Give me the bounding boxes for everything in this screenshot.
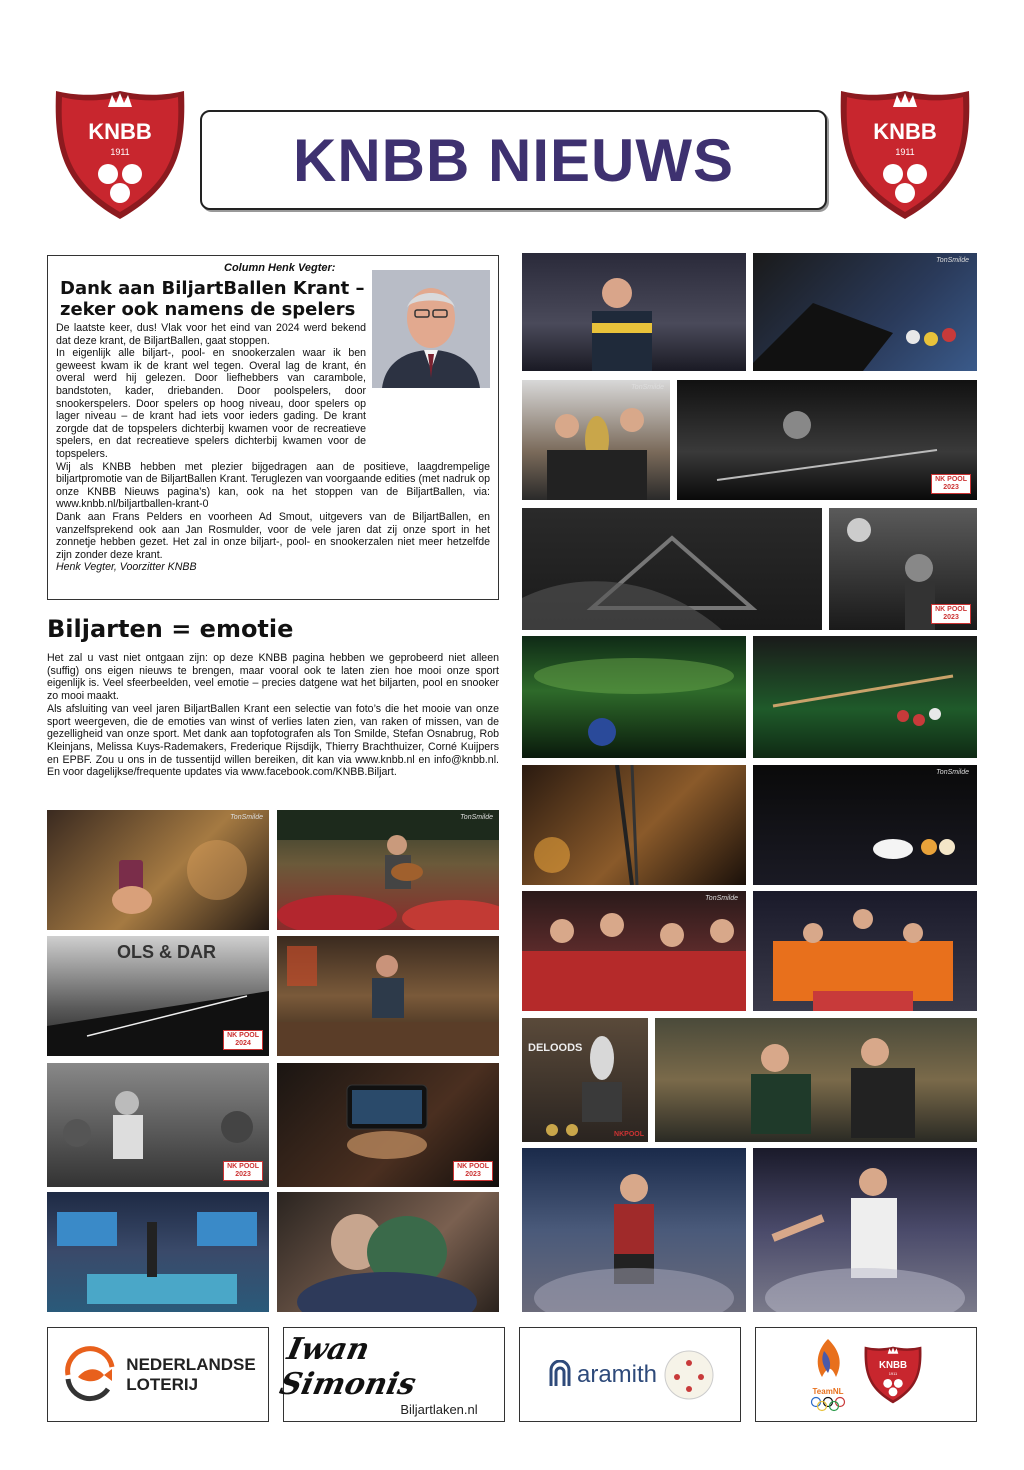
photo-cues-bokeh <box>522 765 746 885</box>
bar-sign: OLS & DAR <box>117 942 216 962</box>
nk-pool-badge: NK POOL 2023 <box>931 474 971 494</box>
photo-guitar-player <box>277 810 499 930</box>
simonis-script: Iwan Simonis <box>276 1332 419 1402</box>
photo-player-bar <box>277 936 499 1056</box>
column-paragraph: In eigenlijk alle biljart-, pool- en snookerzalen waar ik ben geweest kwam ik de krant wel tegen. Overal lag de krant, én overal werd hij gelezen. Door liefhebbers van carambole, bandstoten, kader, driebanden. Door poolspelers, door snookerspelers. Door spelers op hoog niveau, door spelers op lager niveau – de krant had iets voor ieders gading. De krant zorgde dat de topspelers dichterbij kwamen voor de recreatieve spelers, en dat recreatieve spelers dichterbij kwamen voor de topspelers. <box>56 347 366 460</box>
cue-ball-icon <box>663 1349 715 1401</box>
photo-rack-bw <box>522 508 822 630</box>
column-box <box>47 255 499 600</box>
nkpool-caption: NKPOOL <box>614 1131 644 1138</box>
nk-pool-badge: NK POOL 2023 <box>223 1161 263 1181</box>
column-kicker: Column Henk Vegter: <box>224 262 336 274</box>
article-paragraph: Het zal u vast niet ontgaan zijn: op deze KNBB pagina hebben we geprobeerd niet alleen (suffig) ons eigen nieuws te brengen, maar vooral ook te laten zien hoe mooi onze sport eigenlijk is. Veel sfeerbeelden, veel emotie – precies datgene wat het biljarten, pool en snooker zo mooi maakt. <box>47 652 499 703</box>
article-paragraph: Als afsluiting van veel jaren BiljartBallen Krant een selectie van foto’s die het mooie van onze sport weergeven, die de emoties van winst of verlies laten zien, van raken of missen, van de gezelligheid van onze sport. Met dank aan topfotografen als Ton Smilde, Stefan Osnabrug, Rob Kleinjans, Melissa Kuys-Rademakers, Frederique Rijsdijk, Thierry Brachthuizer, Corné Kuijpers en EPBF. Zou u ons in de tussentijd willen bereiken, dit kan via www.knbb.nl en info@knbb.nl. En voor dagelijkse/frequente updates via www.facebook.com/KNBB.Biljart. <box>47 702 499 779</box>
column-signature: Henk Vegter, Voorzitter KNBB <box>56 561 197 574</box>
svg-text:1911: 1911 <box>888 1370 898 1376</box>
column-paragraph: De laatste keer, dus! Vlak voor het eind van 2024 werd bekend dat deze krant, de BiljartBallen, gaat stoppen. <box>56 322 366 347</box>
sponsor-nederlandse-loterij[interactable] <box>47 1327 269 1422</box>
photo-trophy-winners <box>522 380 670 500</box>
article-title: Biljarten = emotie <box>47 615 294 643</box>
photo-phone-screen <box>277 1063 499 1187</box>
photo-player-bw <box>677 380 977 500</box>
teamnl-flame-icon <box>808 1337 848 1387</box>
simonis-url: Biljartlaken.nl <box>400 1402 478 1417</box>
nk-pool-badge: NK POOL 2023 <box>931 604 971 624</box>
svg-text:1911: 1911 <box>895 147 915 157</box>
venue-sign: DELOODS <box>528 1042 583 1054</box>
photo-applause-bw <box>47 1063 269 1187</box>
svg-text:KNBB: KNBB <box>88 119 152 144</box>
photo-player-shout <box>522 253 746 371</box>
photo-high-five <box>753 1148 977 1312</box>
loterij-line1: NEDERLANDSE <box>126 1354 256 1374</box>
photo-arena-stage <box>47 1192 269 1312</box>
article-body <box>47 652 499 779</box>
loterij-fish-icon <box>60 1345 120 1405</box>
masthead <box>200 110 827 210</box>
olympic-rings-icon <box>809 1396 847 1412</box>
knbb-logo-left <box>50 85 190 225</box>
aramith-logo-icon <box>545 1360 575 1390</box>
photo-pool-bar-bw <box>47 936 269 1056</box>
photo-snooker-cue <box>753 636 977 758</box>
nk-pool-badge: NK POOL 2023 <box>453 1161 493 1181</box>
aramith-text: aramith <box>576 1360 658 1388</box>
photo-credit: TonSmilde <box>631 384 664 391</box>
column-paragraph: Dank aan Frans Pelders en voorheen Ad Smout, uitgevers van de BiljartBallen, en vanzelfsprekend ook aan Jan Rosmulder, voor de vele jaren dat zij onze sport in het zonnetje hebben gezet. Het zal in onze biljart-, pool- en snookerzalen niet meer hetzelfde zijn zonder deze krant. <box>56 510 490 561</box>
nk-pool-badge: NK POOL 2024 <box>223 1030 263 1050</box>
photo-trophy-medals <box>522 1018 648 1142</box>
photo-congratulations <box>655 1018 977 1142</box>
photo-player-smoke <box>522 1148 746 1312</box>
masthead-title: KNBB NIEUWS <box>293 126 734 194</box>
photo-embrace <box>277 1192 499 1312</box>
loterij-line2: LOTERIJ <box>126 1374 199 1394</box>
knbb-logo-right <box>835 85 975 225</box>
sponsor-simonis[interactable] <box>276 1327 505 1422</box>
photo-snooker-ball <box>522 636 746 758</box>
svg-text:1911: 1911 <box>110 147 130 157</box>
photo-phone-filming <box>47 810 269 930</box>
photo-orange-team <box>753 891 977 1011</box>
photo-credit: TonSmilde <box>460 814 493 821</box>
photo-credit: TonSmilde <box>936 769 969 776</box>
column-title: Dank aan BiljartBallen Krant – zeker ook namens de spelers <box>60 278 365 320</box>
photo-shoe-table <box>753 253 977 371</box>
svg-text:KNBB: KNBB <box>878 1359 908 1371</box>
photo-supporters <box>522 891 746 1011</box>
teamnl-label: TeamNL <box>812 1387 844 1396</box>
column-paragraph: Wij als KNBB hebben met plezier bijgedragen aan de positieve, laagdrempelige biljartpromotie van de BiljartBallen Krant. Teruglezen van voorgaande edities (met nadruk op onze KNBB Nieuws pagina’s) kan, ook na het stoppen van de BiljartBallen, via: www.knbb.nl/biljartballen-krant-0 <box>56 460 490 511</box>
svg-text:KNBB: KNBB <box>873 119 937 144</box>
photo-credit: TonSmilde <box>936 257 969 264</box>
photo-credit: TonSmilde <box>705 895 738 902</box>
photo-referee-gloves <box>753 765 977 885</box>
portrait-photo <box>372 270 490 388</box>
photo-clock-bw <box>829 508 977 630</box>
knbb-small-logo <box>862 1340 924 1410</box>
photo-credit: TonSmilde <box>230 814 263 821</box>
sponsor-teamnl-knbb[interactable] <box>755 1327 977 1422</box>
sponsor-aramith[interactable] <box>519 1327 741 1422</box>
